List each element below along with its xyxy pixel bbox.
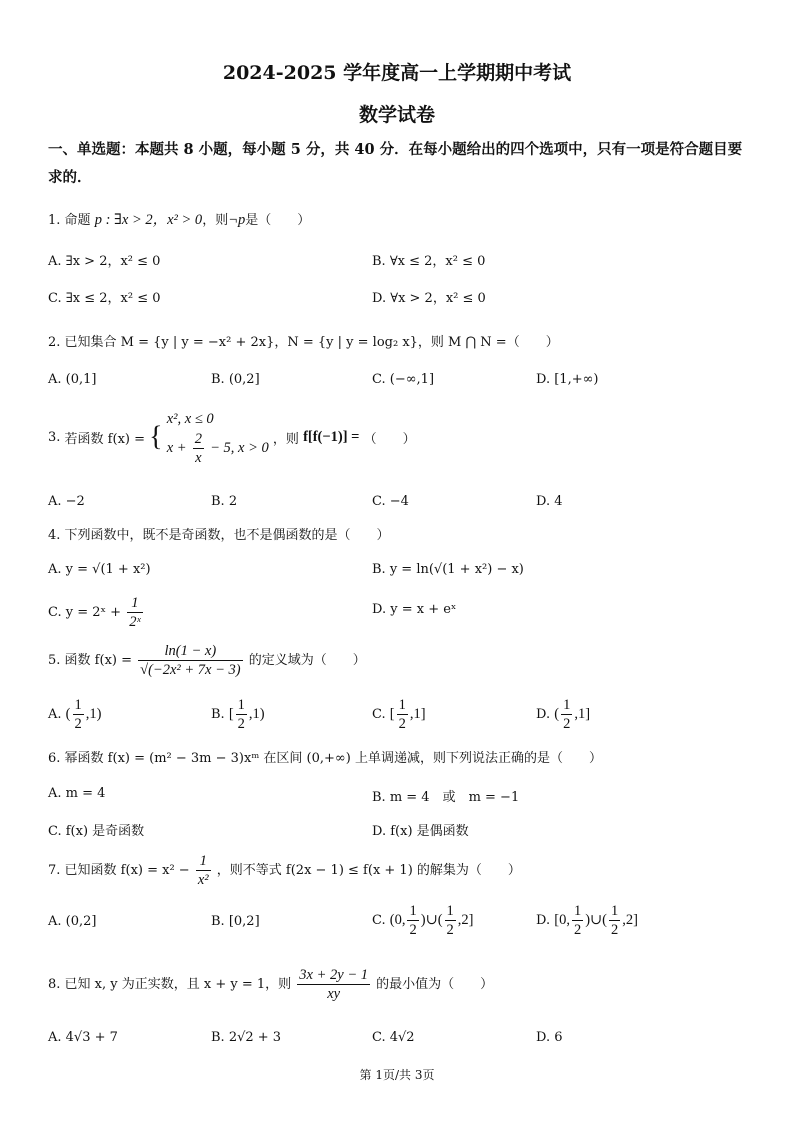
option-a: A. m = 4 (48, 786, 106, 801)
fraction-denominator: 2 (446, 922, 454, 938)
option-b: B. 2 (211, 494, 238, 509)
option-c (48, 594, 145, 631)
fraction-denominator: x (193, 448, 204, 467)
fraction-denominator: 2 (237, 716, 245, 732)
case-2-part: − 5, x > 0 (210, 440, 269, 456)
fraction-numerator: ln(1 − x) (164, 643, 217, 659)
interval-part: [0, (554, 912, 570, 928)
fraction-numerator: 1 (237, 697, 245, 713)
option-label: A. (48, 707, 62, 722)
bracket: ( (65, 706, 71, 722)
fraction-denominator: √(−2x² + 7x − 3) (140, 662, 241, 678)
question-number: 6. (48, 751, 61, 766)
option-b: B. m = 4 或 m = −1 (372, 790, 520, 805)
bracket: [ (389, 706, 395, 722)
question-stem-text: ，则 (272, 432, 299, 447)
option-d: D. f(x) 是偶函数 (372, 824, 469, 839)
option-label: B. (211, 707, 225, 722)
interval-part: ,2] (622, 912, 638, 928)
option-d (536, 902, 638, 939)
question-stem-text: 命题 (64, 213, 91, 228)
fraction (572, 902, 583, 939)
bracket: ,1) (85, 706, 102, 722)
option-d: D. 4 (536, 494, 563, 509)
question-number: 3. (48, 430, 61, 445)
question-stem-text: 的定义域为（ ） (248, 653, 366, 668)
fraction (397, 696, 408, 733)
interval-part: ,2] (457, 912, 474, 928)
fraction (196, 852, 211, 889)
question-stem-text: 幂函数 f(x) = (m² − 3m − 3)xᵐ 在区间 (0,+∞) 上单调递减，则下列说法正确的是（ ） (64, 751, 602, 766)
question-stem-text: ，则 (202, 213, 229, 228)
question-stem-text: 已知 x, y 为正实数，且 x + y = 1，则 (64, 977, 292, 992)
fraction-numerator: 3x + 2y − 1 (299, 967, 368, 983)
option-c-text: C. y = 2ˣ + (48, 605, 122, 620)
fraction-numerator: 1 (573, 903, 582, 919)
question-stem-text: 已知函数 f(x) = x² − (64, 863, 190, 878)
fraction (297, 966, 370, 1003)
fraction-numerator: 1 (409, 903, 417, 919)
left-brace: { (149, 421, 163, 453)
option-d: D. [1,+∞) (536, 372, 599, 387)
option-b: B. [0,2] (211, 914, 260, 929)
fraction (138, 642, 242, 679)
question-3 (48, 408, 416, 467)
option-c (372, 902, 474, 939)
fraction-denominator: x² (197, 872, 209, 888)
option-c: C. (−∞,1] (372, 372, 435, 387)
fraction-numerator: 1 (199, 853, 207, 869)
option-d: D. y = x + eˣ (372, 602, 457, 617)
interval-part: (0, (389, 912, 406, 928)
fraction-denominator: 2 (74, 716, 82, 732)
fraction-numerator: 1 (398, 697, 406, 713)
exam-title: 2024-2025 学年度高一上学期期中考试 (222, 62, 572, 84)
fraction-numerator: 1 (74, 697, 82, 713)
option-b: B. 2√2 + 3 (211, 1030, 282, 1045)
question-stem-text: （ ） (363, 432, 416, 447)
question-stem-text: 的最小值为（ ） (376, 977, 494, 992)
fraction-numerator: 1 (563, 697, 571, 713)
question-7 (48, 852, 521, 889)
question-number: 7. (48, 863, 61, 878)
fraction-denominator: 2 (573, 922, 582, 938)
option-c (372, 696, 426, 733)
page-footer: 第 1页/共 3页 (359, 1068, 435, 1082)
piecewise-cases (167, 408, 269, 467)
option-d: D. 6 (536, 1030, 563, 1045)
fraction-denominator: 2ˣ (129, 614, 141, 630)
fraction (445, 902, 456, 939)
fraction-numerator: 2 (194, 431, 202, 447)
bracket: ,1) (248, 706, 265, 722)
option-c: C. f(x) 是奇函数 (48, 824, 145, 839)
case-2-part: x + (166, 440, 187, 456)
question-math: p : ∃x > 2，x² > 0 (94, 212, 203, 228)
question-math-bold: f[f(−1)] = (303, 429, 360, 445)
option-c: C. −4 (372, 494, 409, 509)
question-6 (48, 747, 602, 766)
option-a (48, 696, 101, 733)
interval-part: )∪( (585, 912, 608, 928)
option-c: C. ∃x ≤ 2，x² ≤ 0 (48, 291, 161, 306)
question-number: 5. (48, 653, 61, 668)
case-2 (167, 430, 269, 467)
fraction-denominator: 2 (611, 922, 619, 938)
option-b: B. (0,2] (211, 372, 260, 387)
fraction-denominator: 2 (409, 922, 417, 938)
question-2 (48, 331, 559, 350)
section-heading: 一、单选题：本题共 8 小题，每小题 5 分，共 40 分．在每小题给出的四个选项中，只有一项是符合题目要求的． (48, 141, 743, 186)
question-number: 2. (48, 335, 61, 350)
option-b: B. y = ln(√(1 + x²) − x) (372, 562, 524, 577)
case-1: x², x ≤ 0 (166, 411, 214, 427)
fraction (127, 594, 142, 631)
question-stem-text: 已知集合 M = {y | y = −x² + 2x}，N = {y | y = log₂ x}，则 M ⋂ N =（ ） (64, 335, 559, 350)
option-a: A. (0,1] (48, 372, 97, 387)
fraction (561, 696, 572, 733)
question-5 (48, 642, 366, 679)
fraction-denominator: xy (297, 984, 370, 1003)
fraction (236, 696, 247, 733)
bracket: ,1] (409, 706, 426, 722)
option-b (211, 696, 265, 733)
question-stem-text: 若函数 f(x) = (64, 432, 145, 447)
fraction (407, 902, 418, 939)
option-a: A. −2 (48, 494, 85, 509)
option-a: A. ∃x > 2，x² ≤ 0 (48, 254, 161, 269)
option-b: B. ∀x ≤ 2，x² ≤ 0 (372, 254, 486, 269)
exam-subtitle: 数学试卷 (358, 104, 435, 126)
question-stem-text: 是（ ） (245, 213, 311, 228)
question-stem-text: 函数 f(x) = (64, 653, 132, 668)
question-4 (48, 524, 390, 543)
question-stem-text: 下列函数中，既不是奇函数，也不是偶函数的是（ ） (64, 528, 390, 543)
option-d (536, 696, 590, 733)
fraction-numerator: 1 (131, 595, 139, 611)
option-c: C. 4√2 (372, 1030, 415, 1045)
option-d: D. ∀x > 2，x² ≤ 0 (372, 291, 486, 306)
question-stem-text: ，则不等式 f(2x − 1) ≤ f(x + 1) 的解集为（ ） (216, 863, 521, 878)
bracket: [ (228, 706, 234, 722)
fraction-denominator: 2 (563, 716, 571, 732)
option-label: D. (536, 913, 551, 928)
bracket: ,1] (574, 706, 591, 722)
fraction (193, 430, 204, 467)
fraction (73, 696, 84, 733)
fraction-numerator: 1 (446, 903, 454, 919)
option-a: A. (0,2] (48, 914, 97, 929)
option-label: C. (372, 913, 386, 928)
fraction-denominator: 2 (398, 716, 406, 732)
question-math: ¬p (228, 212, 246, 228)
fraction-numerator: 1 (611, 903, 619, 919)
option-label: D. (536, 707, 551, 722)
bracket: ( (554, 706, 560, 722)
option-a: A. y = √(1 + x²) (48, 562, 151, 577)
question-number: 8. (48, 977, 61, 992)
interval-part: )∪( (420, 912, 443, 928)
question-8 (48, 966, 493, 1003)
question-1 (48, 208, 310, 229)
fraction (609, 902, 620, 939)
question-number: 4. (48, 528, 61, 543)
question-number: 1. (48, 213, 61, 228)
option-a: A. 4√3 + 7 (48, 1030, 118, 1045)
option-label: C. (372, 707, 386, 722)
